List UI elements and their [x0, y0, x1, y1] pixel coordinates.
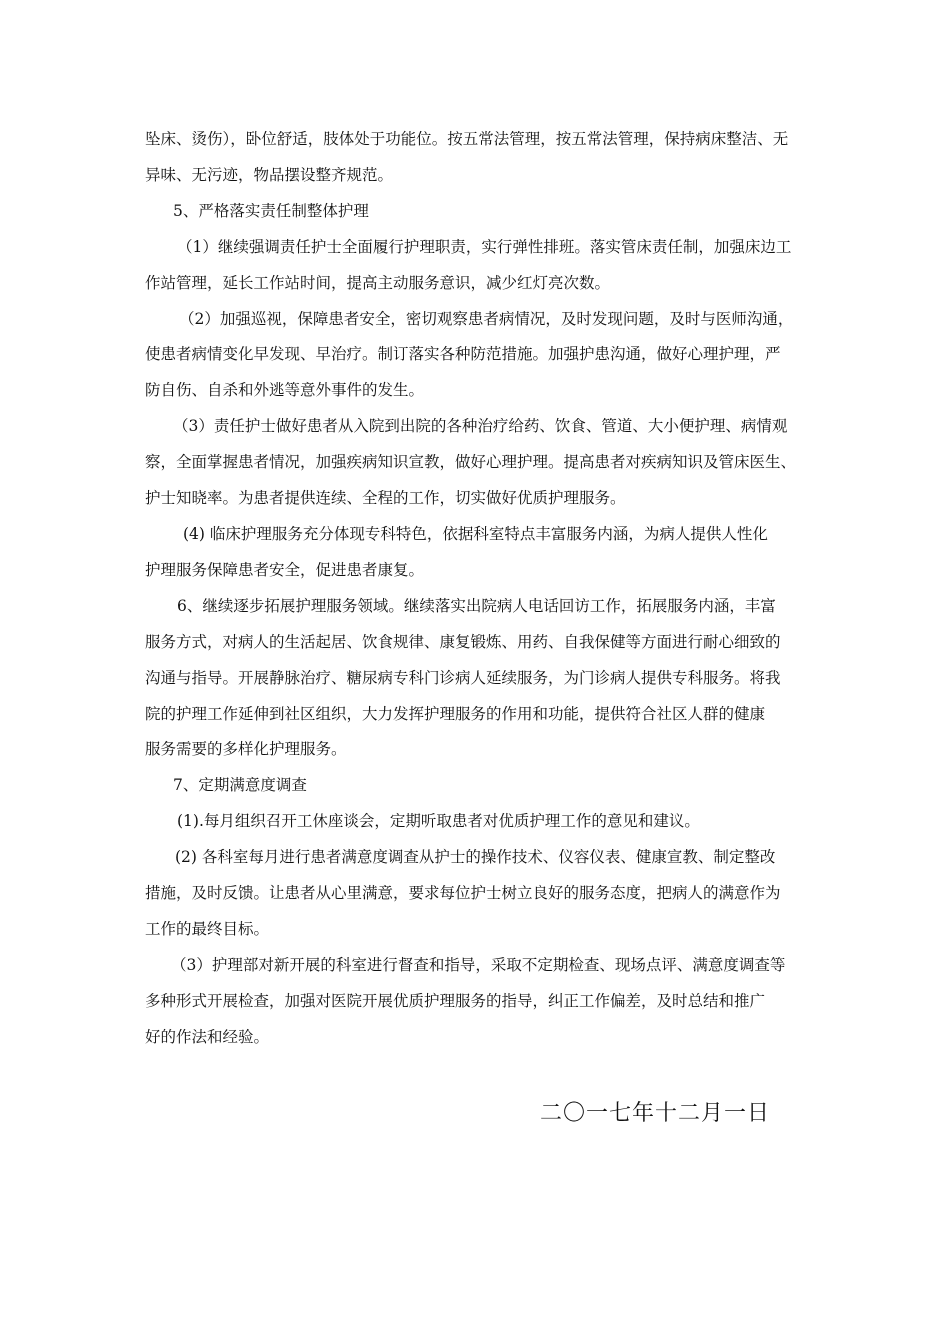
text-line: （3）责任护士做好患者从入院到出院的各种治疗给药、饮食、管道、大小便护理、病情观 — [173, 417, 788, 436]
text-line: 院的护理工作延伸到社区组织，大力发挥护理服务的作用和功能，提供符合社区人群的健康 — [145, 704, 766, 723]
text-line: 沟通与指导。开展静脉治疗、糖尿病专科门诊病人延续服务，为门诊病人提供专科服务。将我 — [145, 668, 781, 687]
document-date: 二〇一七年十二月一日 — [540, 1101, 771, 1126]
section-heading-5 — [145, 194, 815, 230]
section-heading-7 — [145, 768, 815, 804]
paragraph-5-3 — [145, 409, 815, 517]
text-line: (1).每月组织召开工休座谈会，定期听取患者对优质护理工作的意见和建议。 — [177, 812, 700, 831]
text-line: 作站管理，延长工作站时间，提高主动服务意识，减少红灯亮次数。 — [145, 273, 611, 292]
text-line: 使患者病情变化早发现、早治疗。制订落实各种防范措施。加强护患沟通，做好心理护理，严 — [145, 345, 781, 364]
text-line: 察，全面掌握患者情况，加强疾病知识宣教，做好心理护理。提高患者对疾病知识及管床医生、 — [145, 453, 797, 472]
paragraph-5-2 — [145, 302, 815, 410]
text-line: (2) 各科室每月进行患者满意度调查从护士的操作技术、仪容仪表、健康宣教、制定整改 — [175, 848, 776, 867]
text-line: 6、继续逐步拓展护理服务领域。继续落实出院病人电话回访工作，拓展服务内涵，丰富 — [177, 596, 776, 615]
text-line: 工作的最终目标。 — [145, 919, 270, 938]
paragraph-5-1 — [145, 230, 815, 302]
heading-line: 7、定期满意度调查 — [173, 776, 307, 795]
document-body — [145, 122, 815, 1056]
heading-line: 5、严格落实责任制整体护理 — [173, 201, 369, 220]
text-line: （1）继续强调责任护士全面履行护理职责，实行弹性排班。落实管床责任制，加强床边工 — [177, 237, 792, 256]
text-line: 服务需要的多样化护理服务。 — [145, 740, 347, 759]
text-line: （2）加强巡视，保障患者安全，密切观察患者病情况，及时发现问题，及时与医师沟通， — [179, 309, 794, 328]
text-line: (4) 临床护理服务充分体现专科特色，依据科室特点丰富服务内涵，为病人提供人性化 — [183, 524, 768, 543]
text-line: （3）护理部对新开展的科室进行督查和指导，采取不定期检查、现场点评、满意度调查等 — [171, 955, 786, 974]
paragraph-5-4 — [145, 517, 815, 589]
section-6-paragraph — [145, 589, 815, 769]
text-line: 服务方式，对病人的生活起居、饮食规律、康复锻炼、用药、自我保健等方面进行耐心细致的 — [145, 632, 781, 651]
text-line: 异味、无污迹，物品摆设整齐规范。 — [145, 165, 394, 184]
text-line: 护士知晓率。为患者提供连续、全程的工作，切实做好优质护理服务。 — [145, 489, 626, 508]
text-line: 坠床、烫伤），卧位舒适，肢体处于功能位。按五常法管理，按五常法管理，保持病床整洁、无 — [145, 130, 789, 148]
text-line: 护理服务保障患者安全，促进患者康复。 — [145, 560, 425, 579]
text-line: 措施，及时反馈。让患者从心里满意，要求每位护士树立良好的服务态度，把病人的满意作为 — [145, 884, 781, 903]
paragraph-7-2 — [145, 840, 815, 948]
text-line: 多种形式开展检查，加强对医院开展优质护理服务的指导，纠正工作偏差，及时总结和推广 — [145, 991, 766, 1010]
paragraph-safety-continued — [145, 122, 815, 194]
paragraph-7-1 — [145, 804, 815, 840]
text-line: 防自伤、自杀和外逃等意外事件的发生。 — [145, 381, 425, 400]
paragraph-7-3 — [145, 948, 815, 1056]
text-line: 好的作法和经验。 — [145, 1027, 270, 1046]
